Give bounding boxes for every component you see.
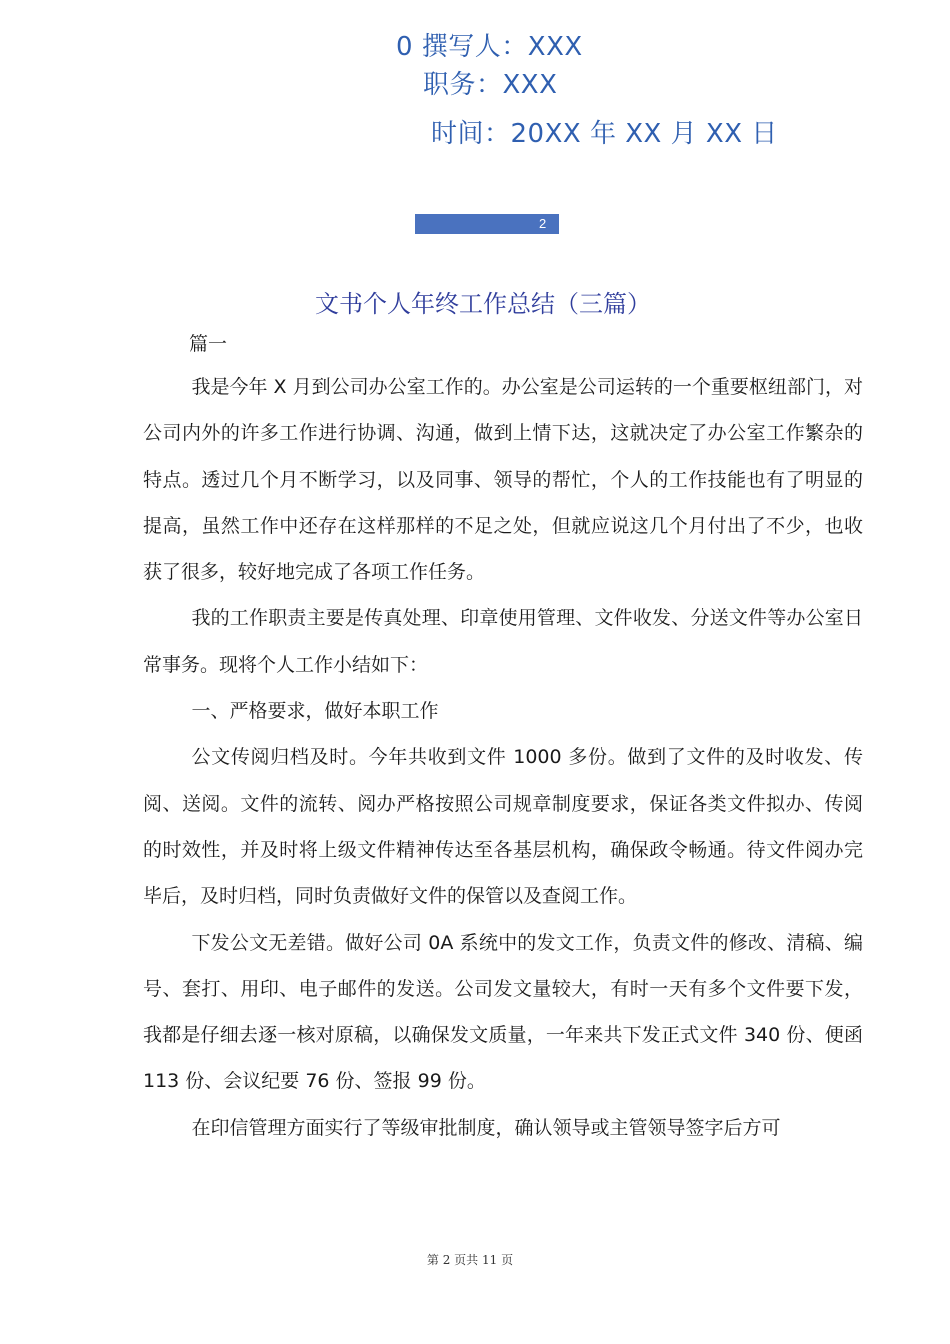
position-line: 职务：XXX (423, 70, 558, 100)
time-line: 时间：20XX 年 XX 月 XX 日 (431, 119, 778, 149)
paragraph: 公文传阅归档及时。今年共收到文件 1000 多份。做到了文件的及时收发、传阅、送阅。文件的流转、阅办严格按照公司规章制度要求，保证各类文件拟办、传阅的时效性，并及时将上级文件精神传达至各基层机构，确保政令畅通。待文件阅办完毕后，及时归档，同时负责做好文件的保管以及查阅工作。 (143, 746, 863, 908)
paragraph: 下发公文无差错。做好公司 0A 系统中的发文工作，负责文件的修改、清稿、编号、套打、用印、电子邮件的发送。公司发文量较大，有时一天有多个文件要下发，我都是仔细去逐一核对原稿，以确保发文质量，一年来共下发正式文件 340 份、便函 113 份、会议纪要 76 份、签报 99 份。 (143, 931, 863, 1093)
section-heading: 一、严格要求，做好本职工作 (191, 700, 439, 723)
author-line: 0 撰写人：XXX (396, 32, 583, 62)
section-label: 篇一 (189, 333, 228, 355)
paragraph: 我的工作职责主要是传真处理、印章使用管理、文件收发、分送文件等办公室日常事务。现将个人工作小结如下： (143, 607, 863, 676)
page-number-tab-label: 2 (539, 216, 547, 231)
document-title: 文书个人年终工作总结（三篇） (315, 290, 651, 318)
page-footer: 第 2 页共 11 页 (426, 1253, 514, 1267)
paragraph: 在印信管理方面实行了等级审批制度，确认领导或主管领导签字后方可 (191, 1116, 781, 1139)
page-number-tab (415, 214, 559, 234)
document-body (143, 364, 863, 1151)
paragraph: 我是今年 X 月到公司办公室工作的。办公室是公司运转的一个重要枢纽部门，对公司内外的许多工作进行协调、沟通，做到上情下达，这就决定了办公室工作繁杂的特点。透过几个月不断学习，以及同事、领导的帮忙，个人的工作技能也有了明显的提高，虽然工作中还存在这样那样的不足之处，但就应说这几个月付出了不少，也收获了很多，较好地完成了各项工作任务。 (143, 376, 863, 584)
